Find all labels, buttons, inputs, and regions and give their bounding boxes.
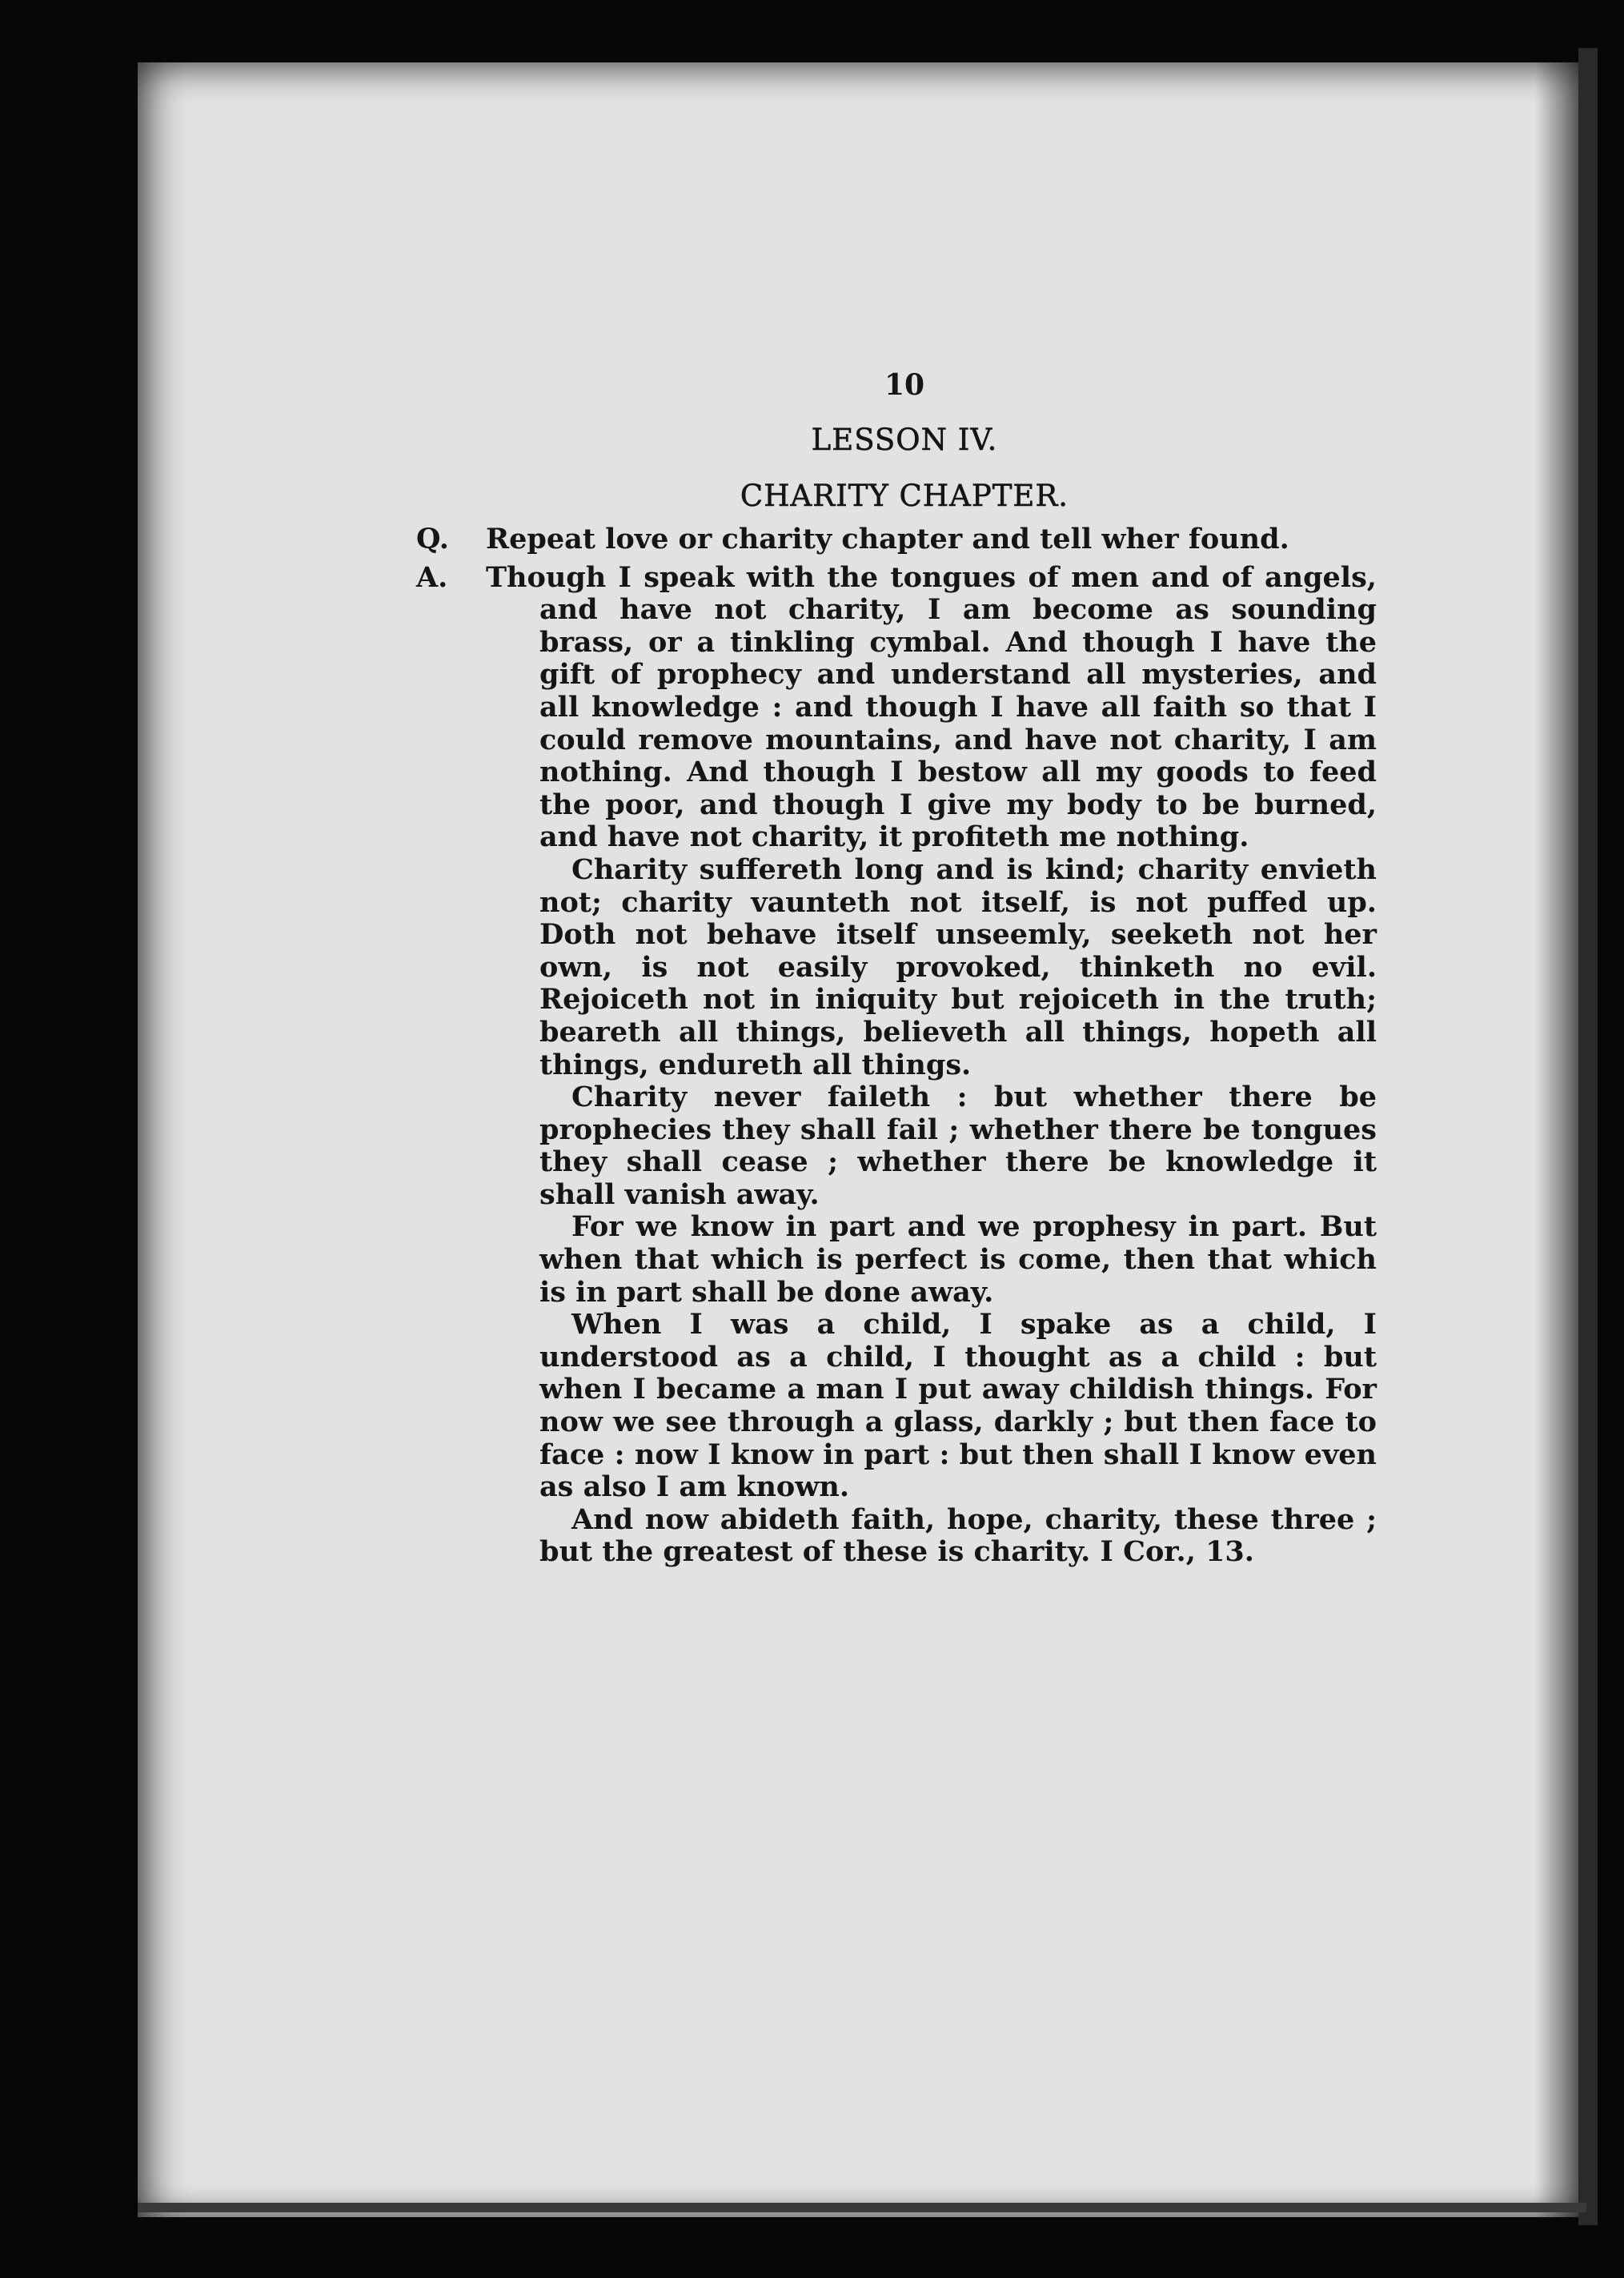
page-text-block [416,365,1377,1569]
answer-marker: A. [416,560,448,594]
answer-paragraph: Though I speak with the tongues of men and of angels, and have not charity, I am become as sounding brass, or a tinkling cymbal. And though I have the gift of prophecy and understand all mysteries, and all knowledge : and though I have all faith so that I could remove mountains, and have not charity, I am nothing. And though I bestow all my goods to feed the poor, and though I give my body to be burned, and have not charity, it profiteth me nothing. [486,560,1377,854]
book-binding-edge [1578,48,1598,2225]
answer-paragraph: Charity never faileth : but whether there be prophecies they shall fail ; whether there be tongues they shall cease ; whether there be knowledge it shall vanish away. [539,1081,1377,1211]
question-marker: Q. [416,523,449,555]
page-bottom-edge [138,2203,1586,2212]
page-number: 10 [884,368,925,402]
page-gutter-shadow [1535,62,1585,2217]
answer-paragraph: And now abideth faith, hope, charity, these three ; but the greatest of these is charity. I Cor., 13. [539,1502,1377,1569]
answer-paragraph: For we know in part and we prophesy in part. But when that which is perfect is come, then that which is in part shall be done away. [539,1210,1377,1309]
question-row [416,523,1377,556]
lesson-heading: LESSON IV. [811,423,998,457]
answer-row [416,562,1377,854]
answer-paragraph: When I was a child, I spake as a child, I understood as a child, I thought as a child : but when I became a man I put away childish things. For now we see through a glass, darkly ; but then face to face : now I know in part : but then shall I know even as also I am known. [539,1308,1377,1504]
question-text: Repeat love or charity chapter and tell wher found. [486,523,1289,555]
answer-paragraph: Charity suffereth long and is kind; charity envieth not; charity vaunteth not itself, is not puffed up. Doth not behave itself unseemly, seeketh not her own, is not easily provoked, thinketh no evil. Rejoiceth not in iniquity but rejoiceth in the truth; beareth all things, believeth all things, hopeth all things, endureth all things. [539,852,1377,1081]
chapter-heading: CHARITY CHAPTER. [740,479,1069,513]
